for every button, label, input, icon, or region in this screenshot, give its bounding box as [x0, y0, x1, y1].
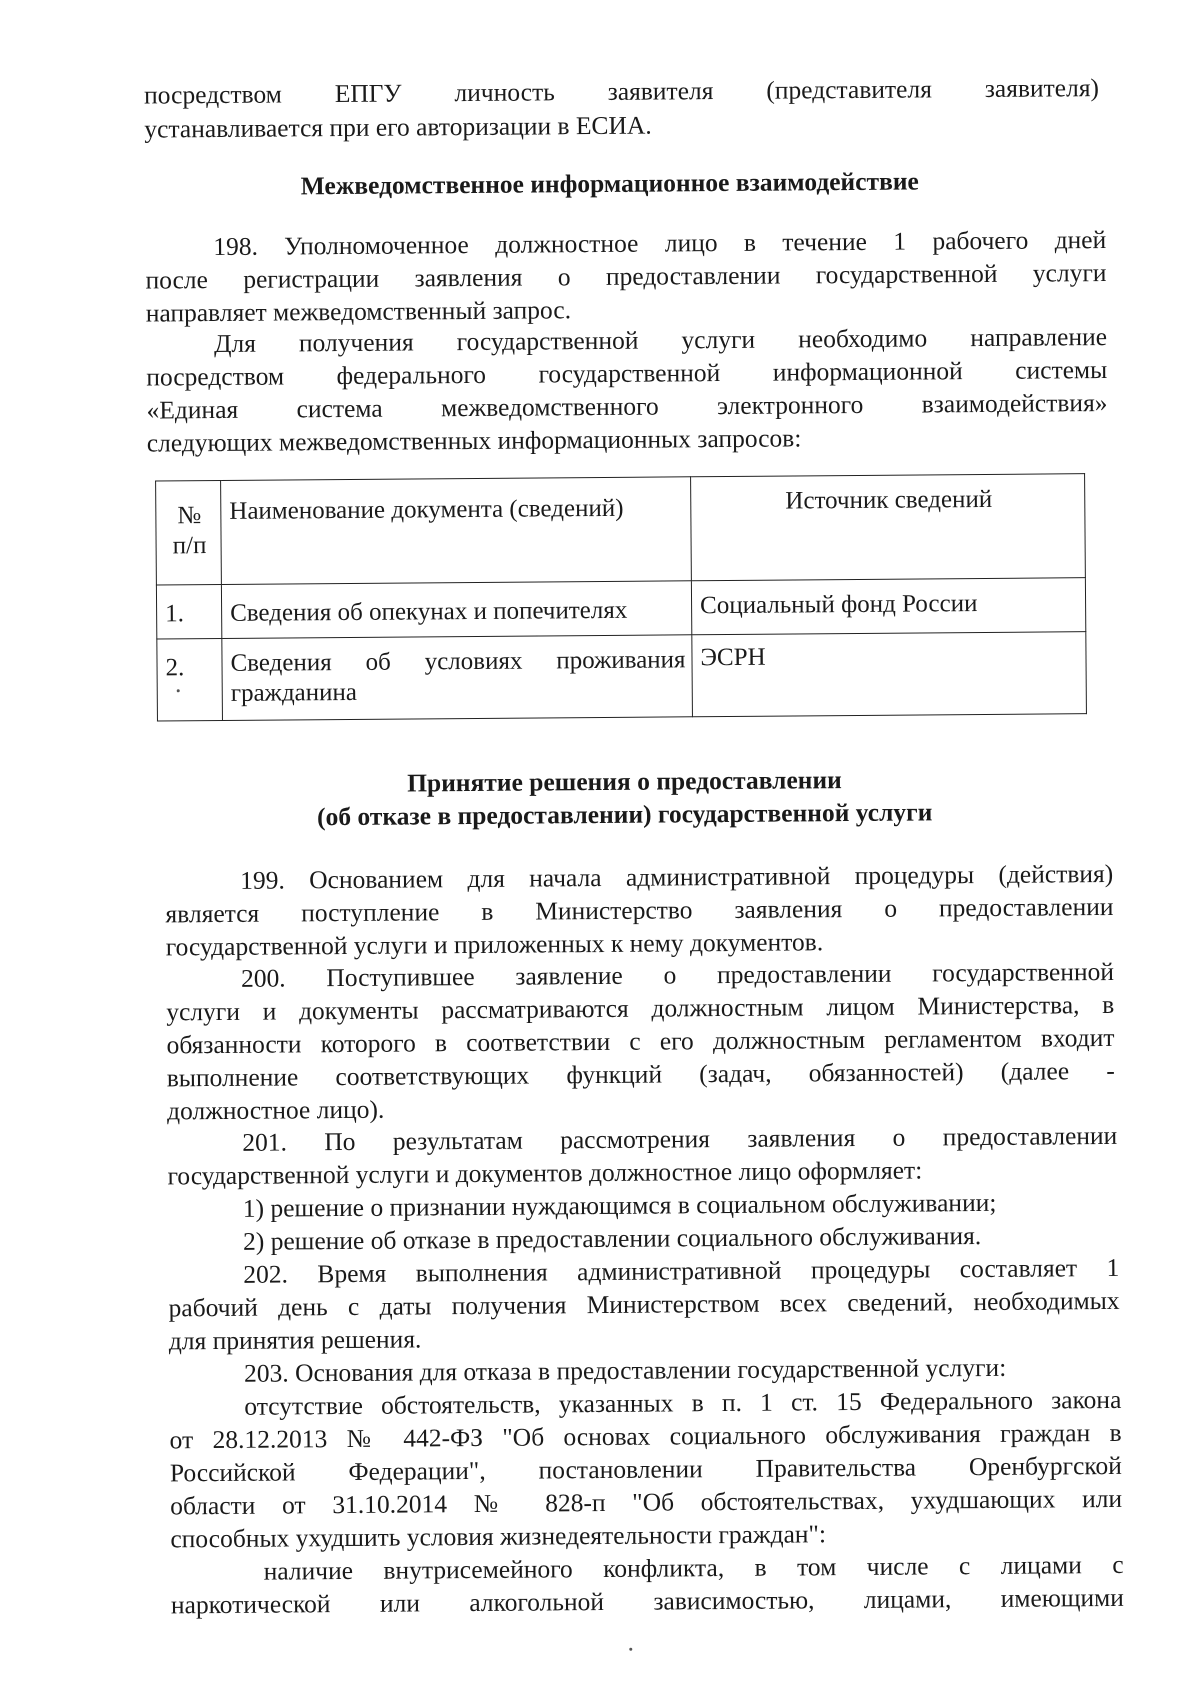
table-row — [157, 632, 1087, 721]
paragraph-199-line-1: 199. Основанием для начала административной процедуры (действия) — [240, 858, 1114, 895]
row-2-name-line-1: Сведения об условиях проживания — [230, 646, 686, 677]
row-1-source: Социальный фонд России — [691, 578, 1085, 635]
table-row — [156, 578, 1085, 639]
row-1-number: 1. — [156, 584, 221, 639]
intro-line-2: устанавливается при его авторизации в ЕСИА. — [144, 110, 652, 144]
paragraph-199-line-3: государственной услуги и приложенных к нему документов. — [165, 927, 824, 962]
header-number-text: № п/п — [172, 502, 207, 560]
section-heading-interagency: Межведомственное информационное взаимодействие — [300, 166, 919, 201]
row-2-source: ЭСРН — [692, 632, 1087, 717]
section-heading-decision-line-2: (об отказе в предоставлении) государственной услуги — [316, 797, 933, 832]
row-2-name — [222, 635, 693, 721]
intro-word: личность — [454, 77, 555, 108]
paragraph-203-line-4: Российской Федерации", постановлении Правительства Оренбургской — [169, 1450, 1122, 1488]
header-name-text: Наименование документа (сведений) — [229, 494, 624, 525]
paragraph-200-line-1: 200. Поступившее заявление о предоставлении государственной — [240, 956, 1115, 993]
section-heading-decision-line-1: Принятие решения о предоставлении — [407, 765, 842, 798]
paragraph-201-item-2: 2) решение об отказе в предоставлении социального обслуживания. — [242, 1221, 982, 1256]
row-2-number: 2. — [157, 638, 223, 721]
scan-speck — [177, 689, 180, 692]
row-1-name: Сведения об опекунах и попечителях — [221, 581, 691, 639]
scan-speck — [629, 1648, 632, 1651]
intro-word: посредством — [143, 79, 282, 110]
table-header-name — [221, 477, 692, 585]
paragraph-receipt-line-4: следующих межведомственных информационных запросов: — [146, 423, 802, 458]
intro-word: заявителя — [607, 76, 714, 106]
paragraph-202-line-2: рабочий день с даты получения Министерством всех сведений, необходимых — [168, 1285, 1120, 1323]
paragraph-receipt-line-1: Для получения государственной услуги необходимо направление — [213, 322, 1108, 359]
paragraph-202-line-3: для принятия решения. — [168, 1324, 422, 1356]
paragraph-receipt-line-2: посредством федерального государственной информационной системы — [146, 355, 1108, 392]
paragraph-201-line-2: государственной услуги и документов должностное лицо оформляет: — [167, 1155, 923, 1191]
paragraph-200-line-3: обязанности которого в соответствии с его должностным регламентом входит — [166, 1022, 1115, 1060]
paragraph-199-line-2: является поступление в Министерство заявления о предоставлении — [165, 891, 1114, 929]
paragraph-203-line-8: наркотической или алкогольной зависимостью, лицами, имеющими — [170, 1582, 1125, 1620]
intro-word: ЕПГУ — [334, 78, 402, 109]
header-source-text: Источник сведений — [785, 485, 993, 515]
intro-word: (представителя — [766, 74, 932, 105]
paragraph-200-line-4: выполнение соответствующих функций (задач, обязанностей) (далее - — [166, 1055, 1115, 1093]
paragraph-203-line-1: 203. Основания для отказа в предоставлении государственной услуги: — [243, 1352, 1007, 1388]
paragraph-203-line-5: области от 31.10.2014 № 828-п "Об обстоятельствах, ухудшающих или — [170, 1483, 1123, 1521]
paragraph-203-line-2: отсутствие обстоятельств, указанных в п. 1 ст. 15 Федерального закона — [244, 1384, 1122, 1421]
row-2-name-line-2: гражданина — [230, 678, 358, 707]
paragraph-198-line-2: после регистрации заявления о предоставлении государственной услуги — [145, 258, 1107, 295]
paragraph-198-line-3: направляет межведомственный запрос. — [145, 295, 572, 328]
paragraph-198-line-1: 198. Уполномоченное должностное лицо в течение 1 рабочего дней — [213, 225, 1107, 262]
paragraph-203-line-6: способных ухудшить условия жизнедеятельности граждан": — [170, 1519, 827, 1554]
intro-word: заявителя) — [984, 73, 1100, 103]
paragraph-200-line-5: должностное лицо). — [166, 1094, 385, 1126]
paragraph-receipt-line-3: «Единая система межведомственного электронного взаимодействия» — [146, 388, 1108, 425]
paragraph-203-line-3: от 28.12.2013 № 442-ФЗ "Об основах социального обслуживания граждан в — [169, 1417, 1122, 1455]
paragraph-203-line-7: наличие внутрисемейного конфликта, в том числе с лицами с — [263, 1549, 1124, 1586]
paragraph-200-line-2: услуги и документы рассматриваются должностным лицом Министерства, в — [166, 989, 1115, 1027]
paragraph-202-line-1: 202. Время выполнения административной процедуры составляет 1 — [243, 1252, 1120, 1289]
paragraph-201-line-1: 201. По результатам рассмотрения заявления о предоставлении — [242, 1120, 1118, 1157]
table-header-number — [156, 480, 222, 585]
paragraph-201-item-1: 1) решение о признании нуждающимся в социальном обслуживании; — [242, 1187, 997, 1223]
table-header-row — [156, 474, 1086, 585]
intro-line-1 — [144, 72, 1099, 111]
table-header-source — [691, 474, 1086, 581]
interagency-requests-table — [155, 473, 1087, 721]
